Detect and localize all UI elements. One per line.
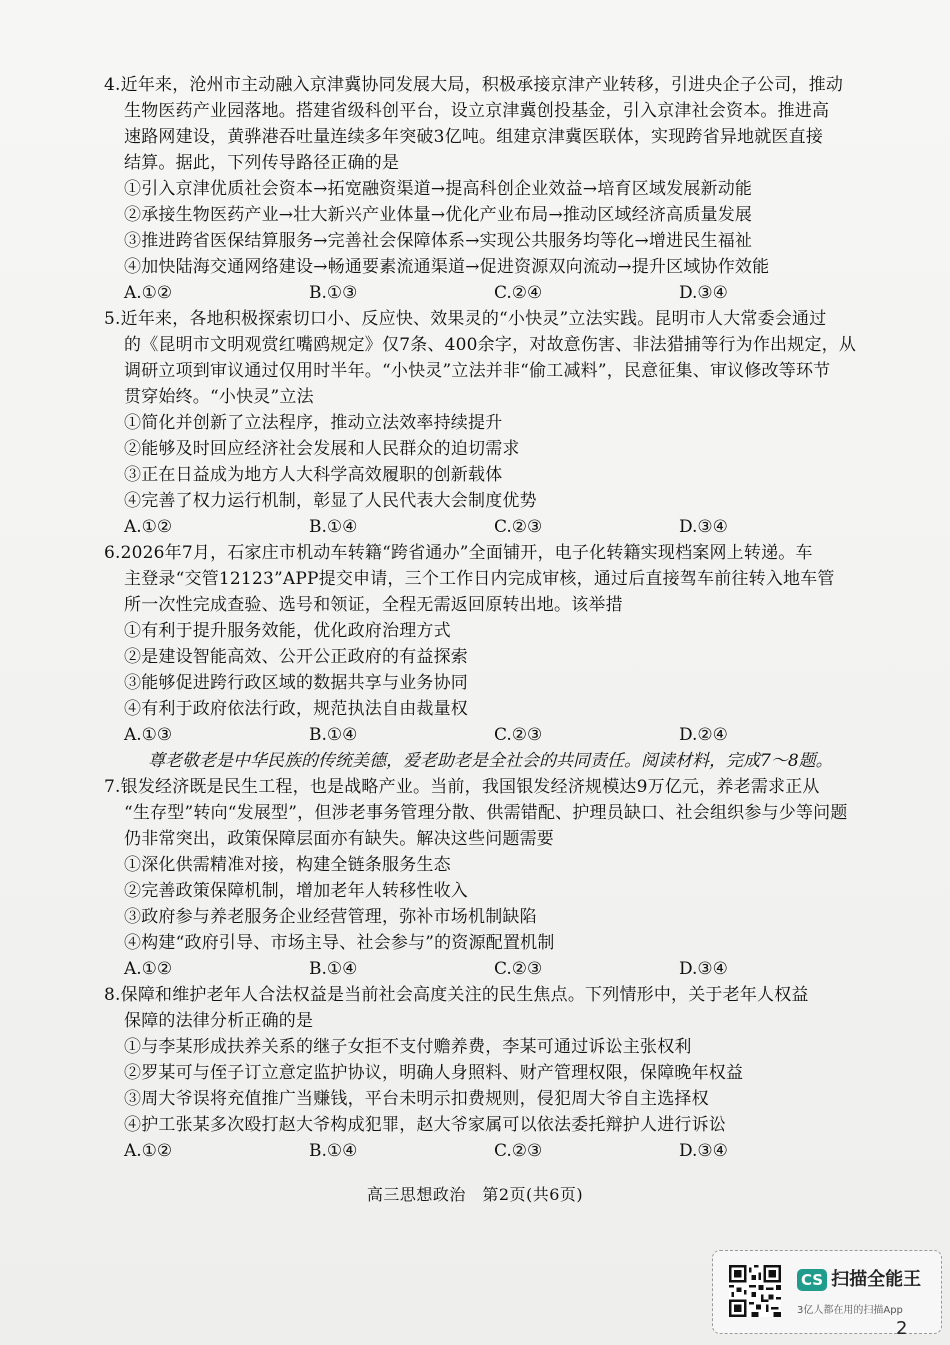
- statement-option: ③政府参与养老服务企业经营管理，弥补市场机制缺陷: [124, 907, 537, 927]
- choice-d: D.②④: [679, 725, 728, 745]
- statement-option: ①深化供需精准对接，构建全链条服务生态: [124, 855, 451, 875]
- choice-b: B.①④: [309, 959, 358, 979]
- question-6: [104, 540, 864, 748]
- choice-c: C.②③: [494, 517, 543, 537]
- question-4: [104, 72, 864, 306]
- question-stem-line: 仍非常突出，政策保障层面亦有缺失。解决这些问题需要: [124, 829, 554, 849]
- question-stem-line: 8.保障和维护老年人合法权益是当前社会高度关注的民生焦点。下列情形中，关于老年人权益: [104, 985, 809, 1005]
- statement-option: ④完善了权力运行机制，彰显了人民代表大会制度优势: [124, 491, 537, 511]
- question-stem-line: 6.2026年7月，石家庄市机动车转籍“跨省通办”全面铺开，电子化转籍实现档案网上转递。车: [104, 543, 813, 563]
- statement-option: ④护工张某多次殴打赵大爷构成犯罪，赵大爷家属可以依法委托辩护人进行诉讼: [124, 1115, 726, 1135]
- question-stem-line: 速路网建设，黄骅港吞吐量连续多年突破3亿吨。组建京津冀医联体，实现跨省异地就医直接: [124, 127, 824, 147]
- answer-choices: [104, 956, 864, 982]
- choice-d: D.③④: [679, 283, 728, 303]
- answer-choices: [104, 1138, 864, 1164]
- choice-c: C.②③: [494, 959, 543, 979]
- choice-d: D.③④: [679, 959, 728, 979]
- question-stem-line: 主登录“交管12123”APP提交申请，三个工作日内完成审核，通过后直接驾车前往转入地车管: [124, 569, 835, 589]
- question-stem-line: 7.银发经济既是民生工程，也是战略产业。当前，我国银发经济规模达9万亿元，养老需求正从: [104, 777, 820, 797]
- statement-option: ②是建设智能高效、公开公正政府的有益探索: [124, 647, 468, 667]
- statement-option: ④构建“政府引导、市场主导、社会参与”的资源配置机制: [124, 933, 555, 953]
- choice-b: B.①③: [309, 283, 358, 303]
- statement-option: ①简化并创新了立法程序，推动立法效率持续提升: [124, 413, 503, 433]
- question-stem-line: 的《昆明市文明观赏红嘴鸥规定》仅7条、400余字，对故意伤害、非法猎捕等行为作出规定，从: [124, 335, 857, 355]
- question-stem-line: 所一次性完成查验、选号和领证，全程无需返回原转出地。该举措: [124, 595, 623, 615]
- choice-c: C.②③: [494, 725, 543, 745]
- statement-option: ①引入京津优质社会资本→拓宽融资渠道→提高科创企业效益→培育区域发展新动能: [124, 179, 753, 199]
- scanner-watermark-badge: [712, 1250, 942, 1334]
- choice-b: B.①④: [309, 1141, 358, 1161]
- statement-option: ②完善政策保障机制，增加老年人转移性收入: [124, 881, 468, 901]
- answer-choices: [104, 722, 864, 748]
- choice-a: A.①②: [124, 283, 173, 303]
- question-list: [104, 72, 864, 1164]
- page-footer: 高三思想政治 第2页(共6页): [366, 1185, 584, 1204]
- question-8: [104, 982, 864, 1164]
- choice-a: A.①②: [124, 959, 173, 979]
- answer-choices: [104, 514, 864, 540]
- answer-choices: [104, 280, 864, 306]
- choice-b: B.①④: [309, 725, 358, 745]
- cs-logo-icon: CS: [797, 1269, 827, 1291]
- scanner-brand: [797, 1265, 921, 1291]
- choice-a: A.①②: [124, 1141, 173, 1161]
- statement-option: ②承接生物医药产业→壮大新兴产业体量→优化产业布局→推动区域经济高质量发展: [124, 205, 753, 225]
- statement-option: ③周大爷误将充值推广当赚钱，平台未明示扣费规则，侵犯周大爷自主选择权: [124, 1089, 709, 1109]
- question-5: [104, 306, 864, 540]
- choice-d: D.③④: [679, 517, 728, 537]
- question-stem-line: 5.近年来，各地积极探索切口小、反应快、效果灵的“小快灵”立法实践。昆明市人大常委会通过: [104, 309, 827, 329]
- brand-tagline: 3亿人都在用的扫描App: [797, 1305, 903, 1316]
- question-stem-line: “生存型”转向“发展型”，但涉老事务管理分散、供需错配、护理员缺口、社会组织参与少等问题: [124, 803, 848, 823]
- statement-option: ②能够及时回应经济社会发展和人民群众的迫切需求: [124, 439, 520, 459]
- choice-c: C.②④: [494, 283, 543, 303]
- choice-a: A.①③: [124, 725, 173, 745]
- question-stem-line: 贯穿始终。“小快灵”立法: [124, 387, 314, 407]
- question-stem-line: 调研立项到审议通过仅用时半年。“小快灵”立法并非“偷工减料”，民意征集、审议修改等环节: [124, 361, 831, 381]
- choice-a: A.①②: [124, 517, 173, 537]
- statement-option: ③推进跨省医保结算服务→完善社会保障体系→实现公共服务均等化→增进民生福祉: [124, 231, 753, 251]
- question-stem-line: 保障的法律分析正确的是: [124, 1011, 314, 1031]
- section-intro: 尊老敬老是中华民族的传统美德，爱老助老是全社会的共同责任。阅读材料，完成7～8题。: [148, 751, 833, 771]
- statement-option: ④加快陆海交通网络建设→畅通要素流通渠道→促进资源双向流动→提升区域协作效能: [124, 257, 770, 277]
- statement-option: ②罗某可与侄子订立意定监护协议，明确人身照料、财产管理权限，保障晚年权益: [124, 1063, 744, 1083]
- page-number: 2: [896, 1318, 908, 1339]
- statement-option: ③正在日益成为地方人大科学高效履职的创新载体: [124, 465, 503, 485]
- question-stem-line: 生物医药产业园落地。搭建省级科创平台，设立京津冀创投基金，引入京津社会资本。推进高: [124, 101, 830, 121]
- statement-option: ①与李某形成扶养关系的继子女拒不支付赡养费，李某可通过诉讼主张权利: [124, 1037, 692, 1057]
- qr-code-icon: [729, 1265, 781, 1317]
- statement-option: ④有利于政府依法行政，规范执法自由裁量权: [124, 699, 468, 719]
- question-7: [104, 774, 864, 982]
- statement-option: ③能够促进跨行政区域的数据共享与业务协同: [124, 673, 468, 693]
- brand-name: 扫描全能王: [831, 1269, 922, 1290]
- choice-c: C.②③: [494, 1141, 543, 1161]
- question-stem-line: 4.近年来，沧州市主动融入京津冀协同发展大局，积极承接京津产业转移，引进央企子公司，推动: [104, 75, 844, 95]
- choice-d: D.③④: [679, 1141, 728, 1161]
- choice-b: B.①④: [309, 517, 358, 537]
- statement-option: ①有利于提升服务效能，优化政府治理方式: [124, 621, 451, 641]
- question-stem-line: 结算。据此，下列传导路径正确的是: [124, 153, 400, 173]
